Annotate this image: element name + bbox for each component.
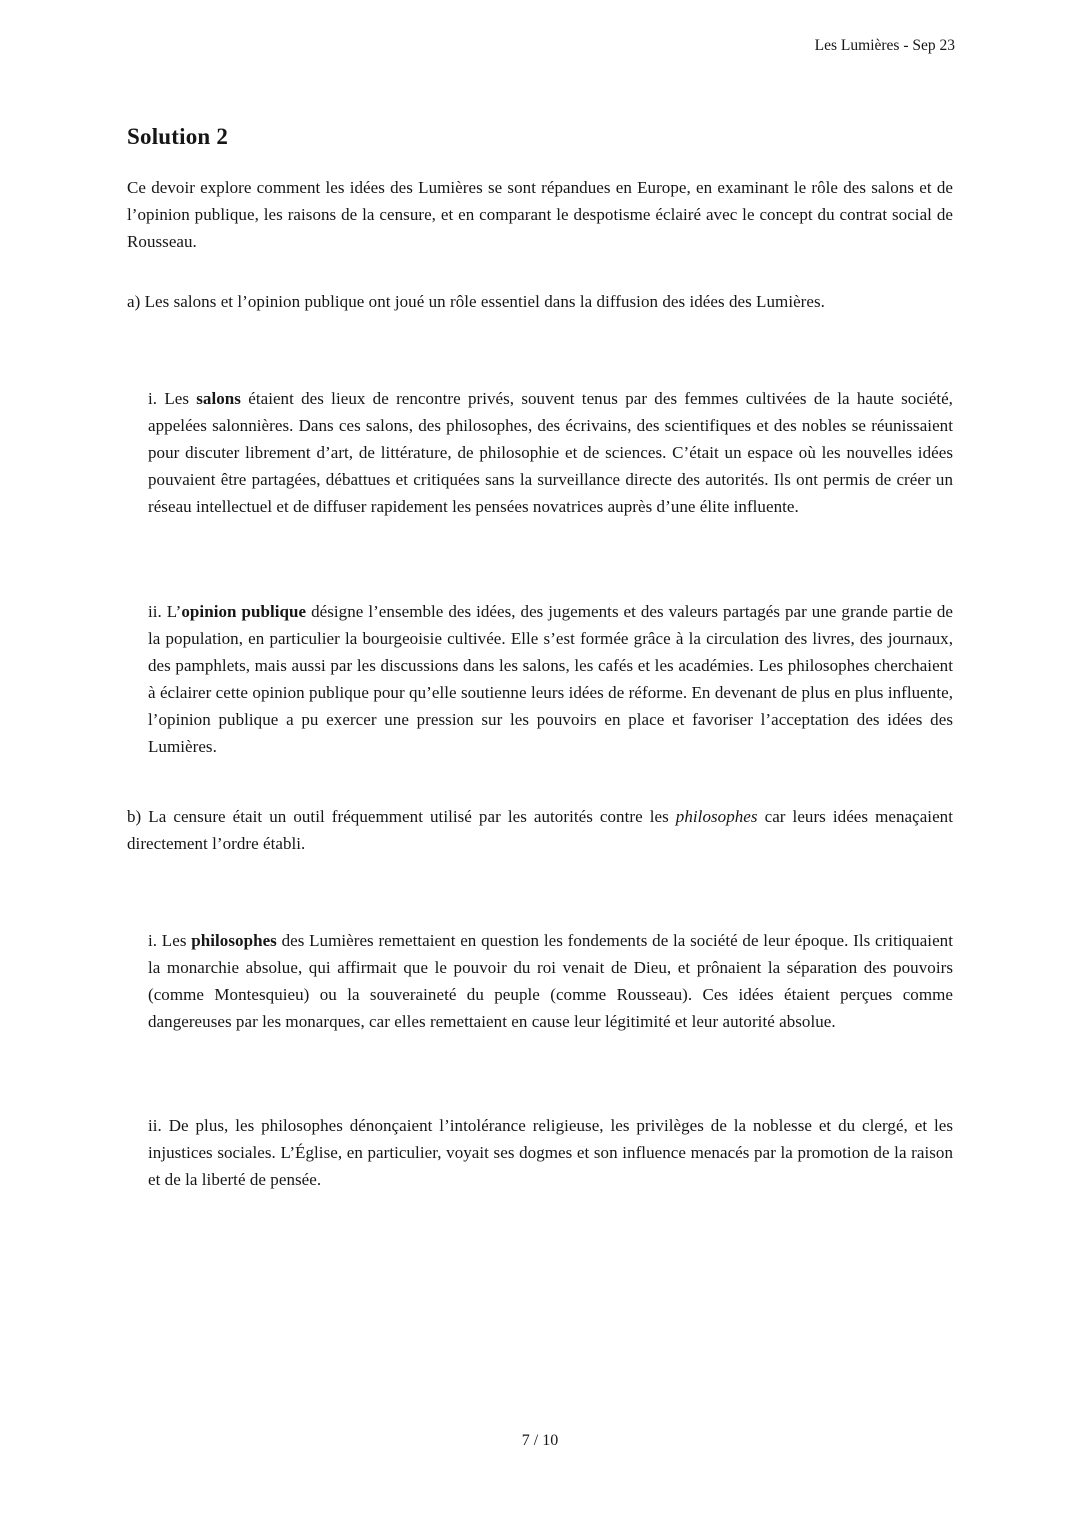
item-body-text: étaient des lieux de rencontre privés, souvent tenus par des femmes cultivées de la haute société, appelées salonnières. Dans ces salons, des philosophes, des écrivains, des scientifiques et des nobles se réunissaient pour discuter librement d’art, de littérature, de philosophie et de sciences. C’était un espace où les nouvelles idées pouvaient être partagées, débattues et critiquées sans la surveillance directe des autorités. Ils ont permis de créer un réseau intellectuel et de diffuser rapidement les pensées novatrices auprès d’une élite influente. [148, 389, 953, 516]
item-prefix: i. Les [148, 931, 192, 950]
lead-text-before: b) La censure était un outil fréquemment utilisé par les autorités contre les [127, 807, 676, 826]
section-b-lead [127, 803, 953, 857]
section-a-item-ii [148, 598, 953, 760]
solution-title: Solution 2 [127, 124, 229, 149]
page-footer [0, 1430, 1080, 1452]
section-b-item-i [148, 927, 953, 1035]
page-number: 7 / 10 [521, 1432, 559, 1449]
item-body-text: désigne l’ensemble des idées, des jugements et des valeurs partagés par une grande partie de la population, en particulier la bourgeoisie cultivée. Elle s’est formée grâce à la circulation des livres, des journaux, des pamphlets, mais aussi par les discussions dans les salons, les cafés et les académies. Les philosophes cherchaient à éclairer cette opinion publique pour qu’elle soutienne leurs idées de réforme. En devenant de plus en plus influente, l’opinion publique a pu exercer une pression sur les pouvoirs en place et favoriser l’acceptation des idées des Lumières. [148, 602, 954, 756]
section-b-item-ii: ii. De plus, les philosophes dénonçaient l’intolérance religieuse, les privilèges de la noblesse et du clergé, et les injustices sociales. L’Église, en particulier, voyait ses dogmes et son influence menacés par la promotion de la raison et de la liberté de pensée. [148, 1116, 953, 1189]
lead-text-after: car leurs idées menaçaient directement l’ordre établi. [127, 807, 953, 853]
item-prefix: ii. L’ [148, 602, 182, 621]
header-title: Les Lumières - Sep 23 [814, 37, 955, 54]
bold-term-salons: salons [196, 389, 241, 408]
bold-term-philosophes: philosophes [191, 931, 277, 950]
item-prefix: i. Les [148, 389, 197, 408]
document-content [127, 0, 953, 1193]
bold-term-opinion-publique: opinion publique [181, 602, 307, 621]
section-a-item-i [148, 385, 953, 520]
item-body-text: des Lumières remettaient en question les fondements de la société de leur époque. Ils critiquaient la monarchie absolue, qui affirmait que le pouvoir du roi venait de Dieu, et prônaient la séparation des pouvoirs (comme Montesquieu) ou la souveraineté du peuple (comme Rousseau). Ces idées étaient perçues comme dangereuses par les monarques, car elles remettaient en cause leur légitimité et leur autorité absolue. [148, 931, 954, 1031]
intro-paragraph: Ce devoir explore comment les idées des Lumières se sont répandues en Europe, en examinant le rôle des salons et de l’opinion publique, les raisons de la censure, et en comparant le despotisme éclairé avec le concept du contrat social de Rousseau. [127, 178, 953, 251]
section-a-lead: a) Les salons et l’opinion publique ont joué un rôle essentiel dans la diffusion des idées des Lumières. [127, 292, 825, 311]
italic-term-philosophes: philosophes [675, 807, 758, 826]
